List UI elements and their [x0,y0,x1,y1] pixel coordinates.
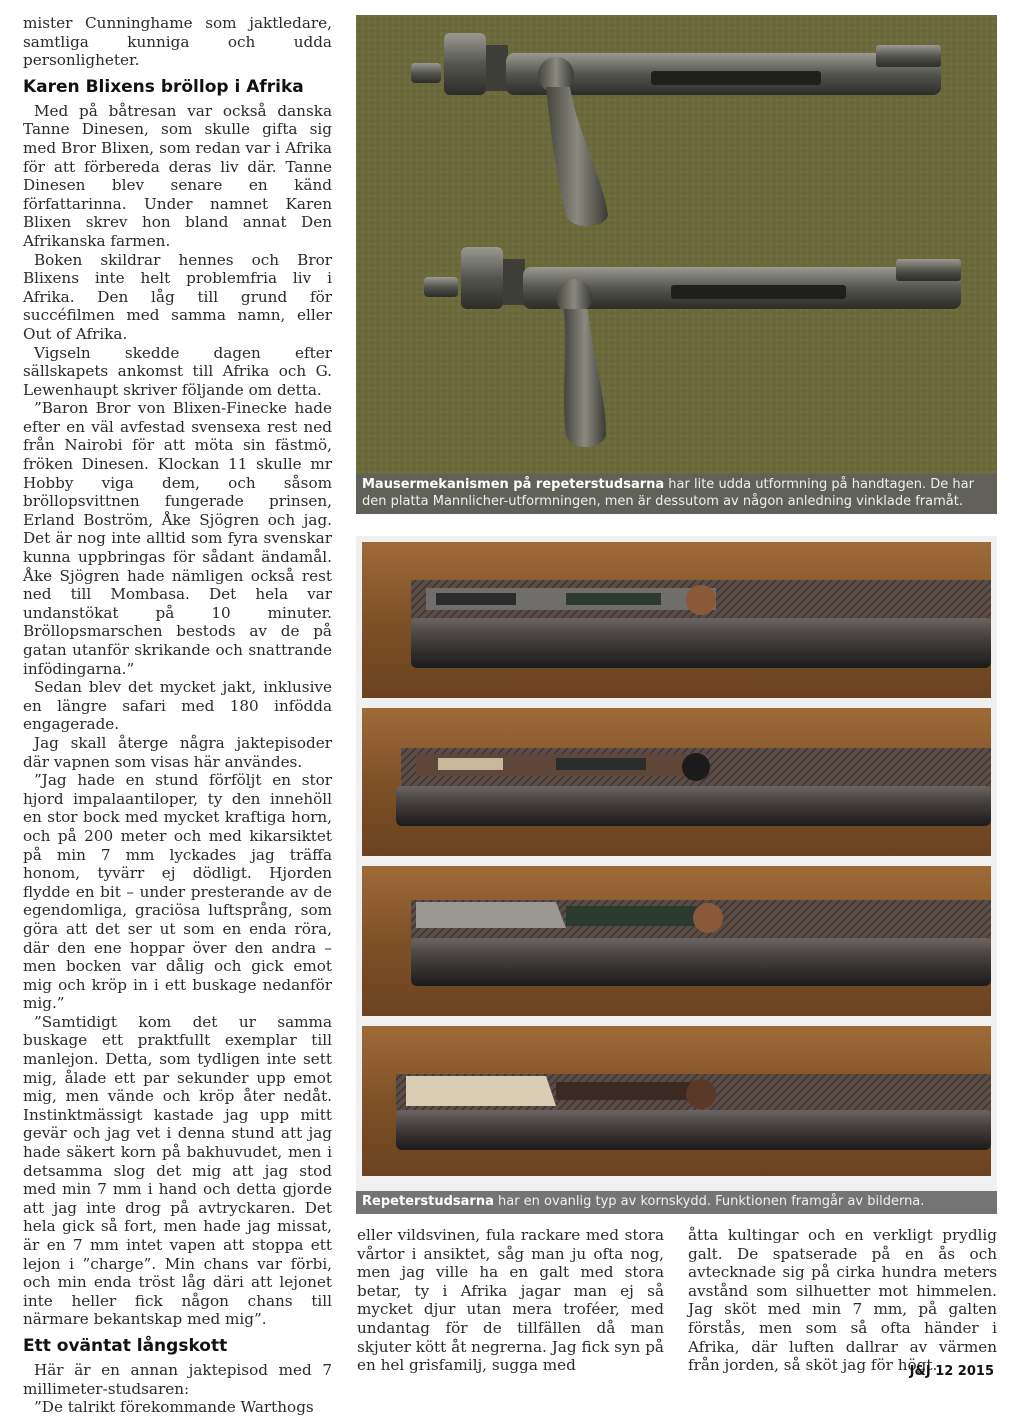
paragraph: Med på båtresan var också danska Tanne Dinesen, som skulle gifta sig med Bror Blixen, som redan var i Afrika för att förbereda deras liv där. Tanne Dinesen blev senare en känd författarinna. Under namnet Karen Blixen skrev hon bland annat Den Afrikanska farmen. [23,101,332,250]
section-heading-long-shot: Ett oväntat långskott [23,1335,228,1356]
paragraph: mister Cunninghame som jaktledare, samtliga kunniga och udda personligheter. [23,14,332,70]
photo-caption [356,1191,997,1214]
panel-2 [362,708,991,856]
paragraph: åtta kultingar och en verkligt prydlig galt. De spatserade på en ås och avtecknade sig på cirka hundra meters avstånd som silhuetter mot himmelen. Jag sköt med min 7 mm, på galten förstås, men som så ofta händer i Afrika, där luften dallrar av värmen från jorden, så sköt jag för högt. [688,1226,997,1375]
sights-illustration [356,536,997,1214]
left-column [23,14,332,1417]
paragraph: Jag skall återge några jaktepisoder där vapnen som visas här användes. [23,733,332,771]
right-column [688,1226,997,1375]
paragraph: Boken skildrar hennes och Bror Blixens inte helt problemfria liv i Afrika. Den låg till grund för succéfilmen med samma namn, eller Out of Afrika. [23,250,332,343]
section-heading-wedding: Karen Blixens bröllop i Afrika [23,76,304,97]
paragraph: Här är en annan jaktepisod med 7 millimeter-studsaren: [23,1360,332,1398]
paragraph: ”De talrikt förekommande Warthogs [34,1398,314,1417]
bolts-illustration [356,15,997,514]
panel-4 [362,1026,991,1176]
paragraph: ”Jag hade en stund förföljt en stor hjord impalaantiloper, ty den innehöll en stor bock med mycket kraftiga horn, och på 200 meter och med kikarsiktet på min 7 mm lyckades jag träffa honom, tyvärr ej dödligt. Hjorden flydde en bit – under presterande av de egendomliga, graciösa luftsprång, som göra att det ser ut som en enda röra, där den ene hoppar över den andra – men bocken var dålig och gick emot mig och kröp in i ett buskage nedanför mig.” [23,771,332,1013]
paragraph: ”Samtidigt kom det ur samma buskage ett praktfullt exemplar till manlejon. Detta, som tydligen inte sett mig, ålade ett par sekunder upp emot mig, men vände och kröp åter nedåt. Instinktmässigt kastade jag upp mitt gevär och jag vet i denna stund att jag hade säkert korn på bakhuvudet, men i detsamma slog det mig att jag stod med min 7 mm i hand och detta gjorde att jag inte drog på avtryckaren. Det hela gick så fort, men hade jag missat, är en 7 mm intet vapen att stoppa ett lejon i ”charge”. Min chans var förbi, och min enda tröst låg däri att lejonet inte heller fick någon chans till närmare bekantskap med mig”. [23,1012,332,1329]
photo-sight-covers [356,536,997,1214]
caption-text: har en ovanlig typ av kornskydd. Funktionen framgår av bilderna. [493,1193,925,1209]
caption-text: har lite udda utformning på handtagen. De har den platta Mannlicher-utformningen, men är dessutom av någon anledning vinklade framåt. [362,477,974,509]
photo-mauser-bolts [356,15,997,514]
paragraph: Sedan blev det mycket jakt, inklusive en längre safari med 180 infödda engagerade. [23,678,332,734]
caption-bold: Repeterstudsarna [362,1193,494,1209]
middle-column [357,1226,664,1375]
panel-3 [362,866,991,1016]
caption-bold: Mausermekanismen på repeterstudsarna [362,477,665,493]
paragraph: Vigseln skedde dagen efter sällskapets ankomst till Afrika och G. Lewenhaupt skriver följande om detta. [23,343,332,399]
photo-caption [356,474,997,514]
paragraph: eller vildsvinen, fula rackare med stora vårtor i ansiktet, såg man ju ofta nog, men jag ville ha en galt med stora betar, ty i Afrika jagar man ej så mycket djur utan mera troféer, med undantag för de tillfällen då man skjuter kött åt negrerna. Jag fick syn på en hel grisfamilj, sugga med [357,1226,664,1375]
panel-1 [362,542,991,698]
issue-footer: J&J 12 2015 [909,1364,994,1379]
paragraph: ”Baron Bror von Blixen-Finecke hade efter en väl avfestad svensexa rest ned från Nairobi för att möta sin fästmö, fröken Dinesen. Klockan 11 skulle mr Hobby viga dem, och såsom bröllopsvittnen fungerade prinsen, Erland Boström, Åke Sjögren och jag. Det är nog inte alltid som fyra svenskar kunna uppbringas för sådant ändamål. Åke Sjögren hade nämligen också rest ned till Mombasa. Det hela var undanstökat på 10 minuter. Bröllopsmarschen bestods av de på gatan utanför skrikande och snattrande infödingarna.” [23,399,332,678]
